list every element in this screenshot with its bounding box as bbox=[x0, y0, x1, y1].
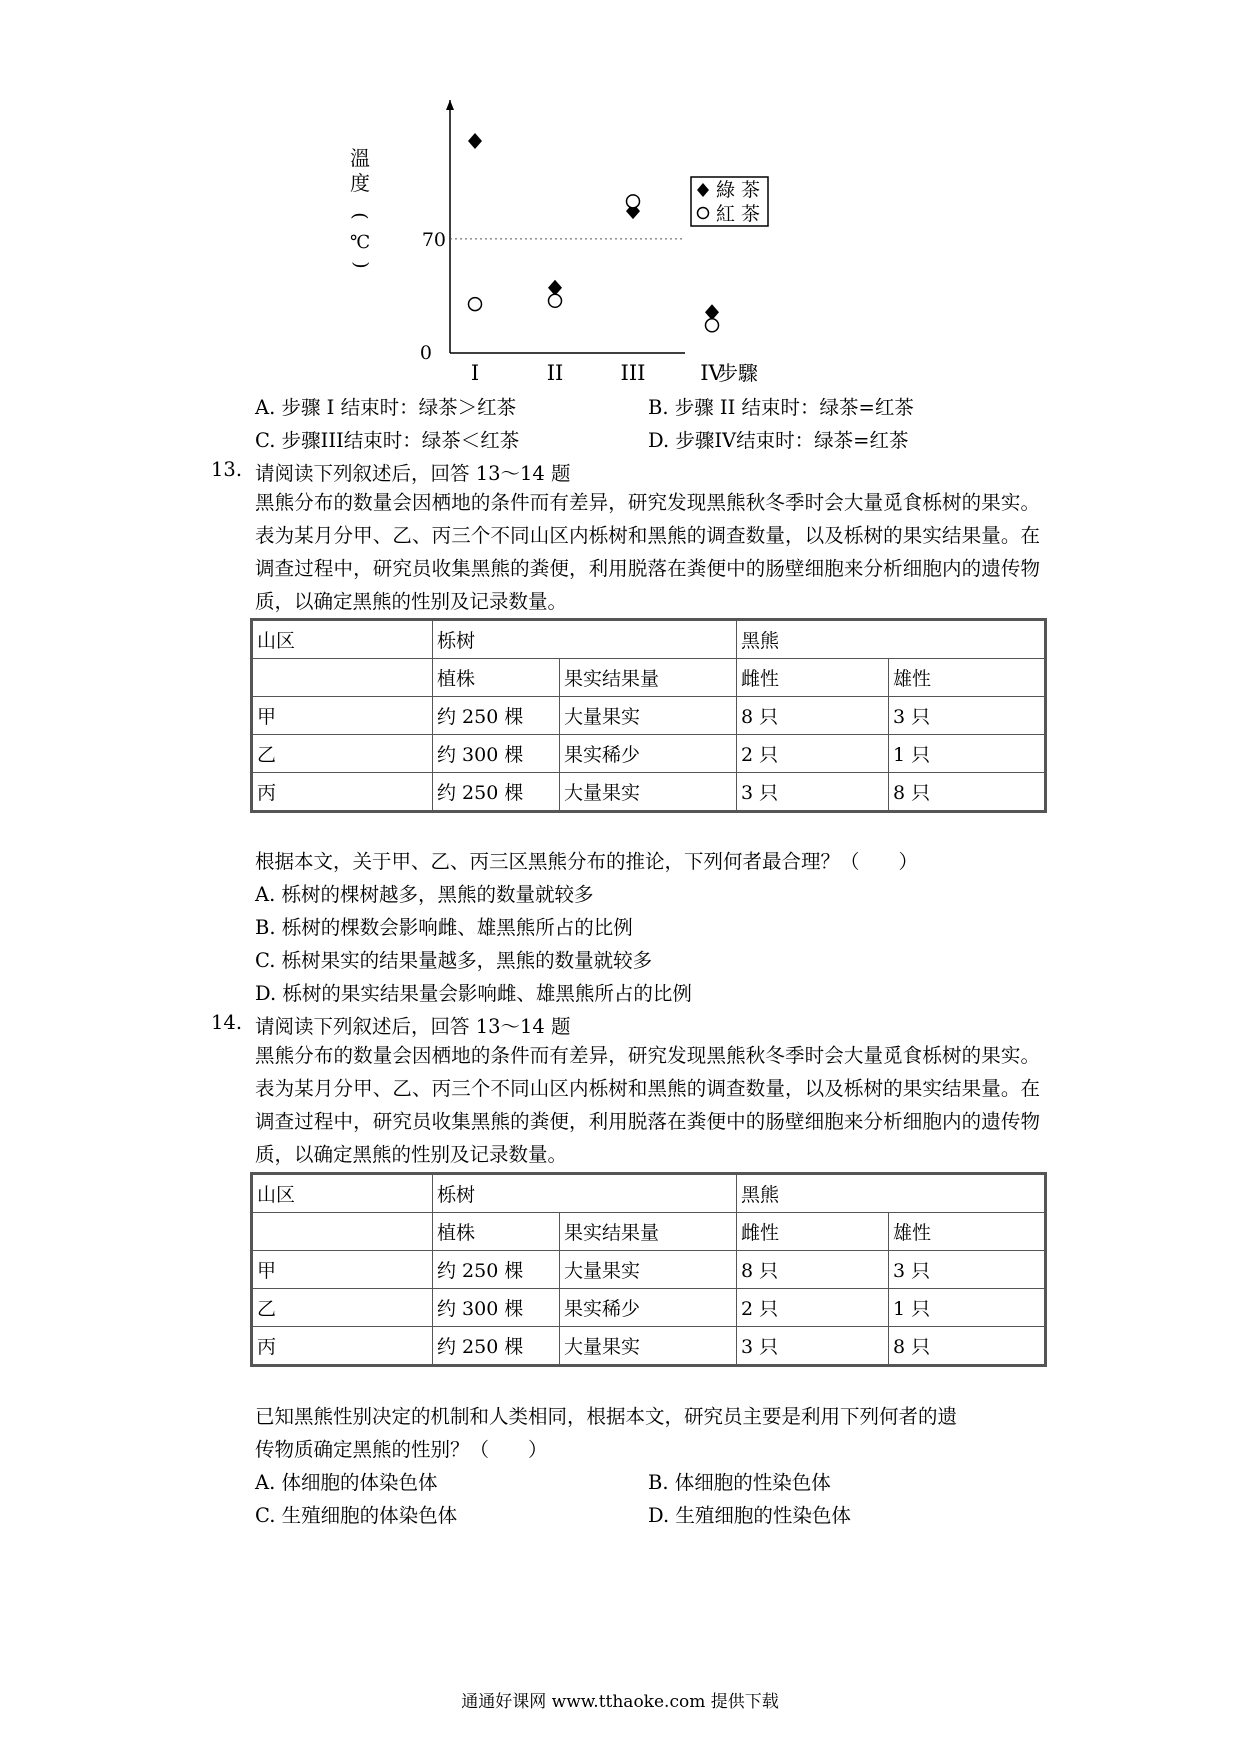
table-cell-male: 1 只 bbox=[889, 1289, 1046, 1327]
x-tick-label: I bbox=[470, 361, 480, 385]
data-point-black-tea bbox=[627, 195, 640, 208]
legend-label-green-tea: 綠 茶 bbox=[716, 179, 761, 201]
table-header-empty bbox=[252, 659, 433, 697]
table-header-female: 雌性 bbox=[737, 659, 889, 697]
table-header-plants: 植株 bbox=[433, 659, 560, 697]
q12-option-a[interactable]: A. 步骤 I 结束时：绿茶＞红茶 bbox=[255, 396, 517, 419]
table-header-area: 山区 bbox=[252, 620, 433, 659]
table-header-oak: 栎树 bbox=[433, 620, 737, 659]
table-cell-plants: 约 250 棵 bbox=[433, 697, 560, 735]
footer-credit: 通通好课网 www.tthaoke.com 提供下载 bbox=[461, 1692, 779, 1712]
table-cell-female: 8 只 bbox=[737, 1251, 889, 1289]
table-header-female: 雌性 bbox=[737, 1213, 889, 1251]
q12-option-b[interactable]: B. 步骤 II 结束时：绿茶=红茶 bbox=[648, 396, 914, 419]
table-header-bear: 黑熊 bbox=[737, 620, 1046, 659]
q14-passage: 黑熊分布的数量会因栖地的条件而有差异，研究发现黑熊秋冬季时会大量觅食栎树的果实。表为某月分甲、乙、丙三个不同山区内栎树和黑熊的调查数量，以及栎树的果实结果量。在调查过程中，研究员收集黑熊的粪便，利用脱落在粪便中的肠壁细胞来分析细胞内的遗传物质，以确定黑熊的性别及记录数量。 bbox=[255, 1044, 1040, 1166]
table-cell-fruit: 大量果实 bbox=[560, 773, 737, 812]
q14-option-a[interactable]: A. 体细胞的体染色体 bbox=[255, 1471, 438, 1494]
y-axis-label: ( bbox=[349, 212, 371, 220]
y-axis-label: 溫 bbox=[350, 146, 370, 170]
q12-option-d[interactable]: D. 步骤IV结束时：绿茶=红茶 bbox=[648, 429, 909, 452]
q14-question-line2: 传物质确定黑熊的性别？（ ） bbox=[255, 1438, 548, 1461]
x-tick-label: IV bbox=[700, 361, 724, 385]
data-point-green-tea bbox=[468, 133, 482, 149]
table-header-fruit: 果实结果量 bbox=[560, 1213, 737, 1251]
table-cell-area: 甲 bbox=[252, 697, 433, 735]
table-cell-plants: 约 250 棵 bbox=[433, 1251, 560, 1289]
data-point-green-tea bbox=[705, 304, 719, 320]
table-cell-male: 3 只 bbox=[889, 1251, 1046, 1289]
table-header-bear: 黑熊 bbox=[737, 1174, 1046, 1213]
q14-option-d[interactable]: D. 生殖细胞的性染色体 bbox=[648, 1504, 851, 1527]
table-cell-area: 乙 bbox=[252, 735, 433, 773]
table-cell-fruit: 果实稀少 bbox=[560, 735, 737, 773]
data-point-green-tea bbox=[548, 280, 562, 296]
q13-survey-table bbox=[250, 618, 1047, 813]
table-row bbox=[252, 1251, 1046, 1289]
table-row bbox=[252, 1327, 1046, 1366]
q14-survey-table bbox=[250, 1172, 1047, 1367]
y-tick-label: 70 bbox=[421, 228, 446, 251]
table-header-male: 雄性 bbox=[889, 1213, 1046, 1251]
q14-option-b[interactable]: B. 体细胞的性染色体 bbox=[648, 1471, 831, 1494]
q14-question-line1: 已知黑熊性别决定的机制和人类相同，根据本文，研究员主要是利用下列何者的遗 bbox=[255, 1405, 958, 1428]
table-header-male: 雄性 bbox=[889, 659, 1046, 697]
q13-option-b[interactable]: B. 栎树的棵数会影响雌、雄黑熊所占的比例 bbox=[255, 916, 633, 939]
y-axis-label: 度 bbox=[350, 171, 370, 195]
table-header-area: 山区 bbox=[252, 1174, 433, 1213]
q14-intro: 请阅读下列叙述后，回答 13～14 题 bbox=[255, 1015, 571, 1038]
q13-option-a[interactable]: A. 栎树的棵树越多，黑熊的数量就较多 bbox=[255, 883, 594, 906]
table-cell-area: 甲 bbox=[252, 1251, 433, 1289]
data-point-black-tea bbox=[469, 298, 482, 311]
legend-marker-black-tea bbox=[698, 208, 709, 219]
table-header-empty bbox=[252, 1213, 433, 1251]
q12-option-c[interactable]: C. 步骤III结束时：绿茶＜红茶 bbox=[255, 429, 520, 452]
table-cell-fruit: 果实稀少 bbox=[560, 1289, 737, 1327]
table-cell-fruit: 大量果实 bbox=[560, 1251, 737, 1289]
table-cell-plants: 约 250 棵 bbox=[433, 773, 560, 812]
table-cell-area: 乙 bbox=[252, 1289, 433, 1327]
q13-number: 13. bbox=[211, 458, 243, 481]
table-row bbox=[252, 773, 1046, 812]
table-header-oak: 栎树 bbox=[433, 1174, 737, 1213]
temperature-scatter-plot bbox=[349, 90, 890, 390]
table-header-fruit: 果实结果量 bbox=[560, 659, 737, 697]
table-cell-male: 8 只 bbox=[889, 773, 1046, 812]
q14-option-c[interactable]: C. 生殖细胞的体染色体 bbox=[255, 1504, 458, 1527]
y-tick-label: 0 bbox=[419, 342, 432, 364]
q13-option-c[interactable]: C. 栎树果实的结果量越多，黑熊的数量就较多 bbox=[255, 949, 653, 972]
q14-number: 14. bbox=[211, 1011, 243, 1034]
table-cell-area: 丙 bbox=[252, 1327, 433, 1366]
y-axis-label: ℃ bbox=[349, 232, 371, 253]
y-axis-label: ) bbox=[350, 261, 372, 269]
table-row bbox=[252, 735, 1046, 773]
table-cell-plants: 约 300 棵 bbox=[433, 735, 560, 773]
data-point-black-tea bbox=[549, 294, 562, 307]
table-cell-female: 3 只 bbox=[737, 773, 889, 812]
x-tick-label: II bbox=[546, 361, 564, 385]
y-axis-arrow bbox=[446, 100, 454, 110]
table-cell-male: 8 只 bbox=[889, 1327, 1046, 1366]
table-header-plants: 植株 bbox=[433, 1213, 560, 1251]
table-row bbox=[252, 697, 1046, 735]
table-cell-male: 1 只 bbox=[889, 735, 1046, 773]
table-cell-female: 2 只 bbox=[737, 1289, 889, 1327]
q13-passage: 黑熊分布的数量会因栖地的条件而有差异，研究发现黑熊秋冬季时会大量觅食栎树的果实。表为某月分甲、乙、丙三个不同山区内栎树和黑熊的调查数量，以及栎树的果实结果量。在调查过程中，研究员收集黑熊的粪便，利用脱落在粪便中的肠壁细胞来分析细胞内的遗传物质，以确定黑熊的性别及记录数量。 bbox=[255, 491, 1040, 613]
q13-question: 根据本文，关于甲、乙、丙三区黑熊分布的推论，下列何者最合理？（ ） bbox=[255, 850, 919, 873]
table-cell-female: 3 只 bbox=[737, 1327, 889, 1366]
table-cell-female: 8 只 bbox=[737, 697, 889, 735]
x-tick-label: III bbox=[620, 361, 646, 385]
q13-intro: 请阅读下列叙述后，回答 13～14 题 bbox=[255, 462, 571, 485]
table-cell-fruit: 大量果实 bbox=[560, 1327, 737, 1366]
x-axis-label: 步驟 bbox=[718, 361, 758, 385]
q13-option-d[interactable]: D. 栎树的果实结果量会影响雌、雄黑熊所占的比例 bbox=[255, 982, 692, 1005]
table-row bbox=[252, 1289, 1046, 1327]
table-cell-plants: 约 300 棵 bbox=[433, 1289, 560, 1327]
table-cell-plants: 约 250 棵 bbox=[433, 1327, 560, 1366]
table-cell-area: 丙 bbox=[252, 773, 433, 812]
table-cell-fruit: 大量果实 bbox=[560, 697, 737, 735]
table-cell-female: 2 只 bbox=[737, 735, 889, 773]
temperature-chart bbox=[349, 90, 890, 390]
legend-label-black-tea: 紅 茶 bbox=[716, 203, 761, 225]
table-cell-male: 3 只 bbox=[889, 697, 1046, 735]
data-point-black-tea bbox=[706, 319, 719, 332]
